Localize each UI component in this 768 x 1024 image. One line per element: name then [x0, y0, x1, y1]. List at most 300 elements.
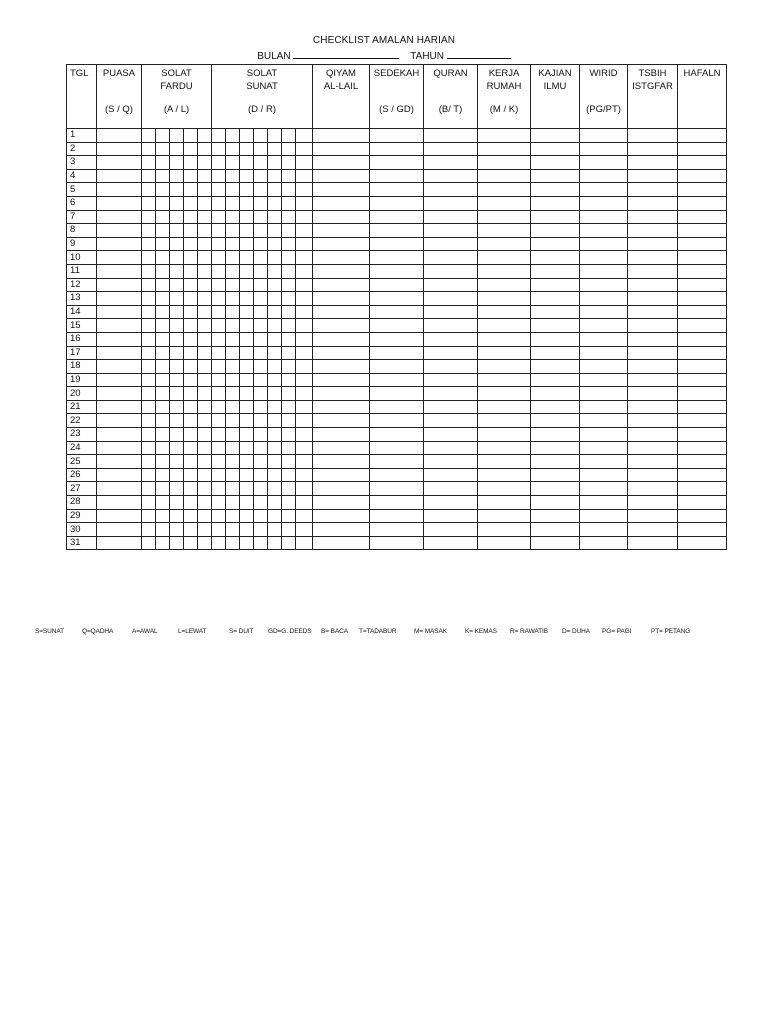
check-cell[interactable] — [628, 251, 678, 265]
check-cell[interactable] — [254, 536, 268, 550]
check-cell[interactable] — [254, 237, 268, 251]
check-cell[interactable] — [254, 292, 268, 306]
check-cell[interactable] — [212, 468, 226, 482]
check-cell[interactable] — [170, 536, 184, 550]
check-cell[interactable] — [240, 523, 254, 537]
check-cell[interactable] — [628, 305, 678, 319]
check-cell[interactable] — [313, 264, 370, 278]
check-cell[interactable] — [531, 509, 580, 523]
check-cell[interactable] — [282, 428, 296, 442]
check-cell[interactable] — [226, 264, 240, 278]
check-cell[interactable] — [580, 373, 628, 387]
check-cell[interactable] — [478, 305, 531, 319]
check-cell[interactable] — [97, 387, 142, 401]
check-cell[interactable] — [254, 264, 268, 278]
check-cell[interactable] — [142, 332, 156, 346]
check-cell[interactable] — [678, 414, 727, 428]
check-cell[interactable] — [198, 455, 212, 469]
check-cell[interactable] — [424, 183, 478, 197]
check-cell[interactable] — [198, 441, 212, 455]
check-cell[interactable] — [628, 373, 678, 387]
check-cell[interactable] — [628, 129, 678, 143]
check-cell[interactable] — [531, 400, 580, 414]
check-cell[interactable] — [184, 332, 198, 346]
check-cell[interactable] — [678, 360, 727, 374]
check-cell[interactable] — [478, 414, 531, 428]
check-cell[interactable] — [142, 400, 156, 414]
check-cell[interactable] — [268, 210, 282, 224]
check-cell[interactable] — [170, 319, 184, 333]
check-cell[interactable] — [370, 169, 424, 183]
check-cell[interactable] — [240, 196, 254, 210]
check-cell[interactable] — [254, 509, 268, 523]
check-cell[interactable] — [212, 346, 226, 360]
check-cell[interactable] — [478, 455, 531, 469]
check-cell[interactable] — [580, 264, 628, 278]
check-cell[interactable] — [296, 210, 313, 224]
check-cell[interactable] — [254, 346, 268, 360]
check-cell[interactable] — [580, 496, 628, 510]
check-cell[interactable] — [268, 455, 282, 469]
check-cell[interactable] — [254, 278, 268, 292]
check-cell[interactable] — [97, 183, 142, 197]
check-cell[interactable] — [678, 278, 727, 292]
check-cell[interactable] — [156, 523, 170, 537]
check-cell[interactable] — [254, 455, 268, 469]
check-cell[interactable] — [156, 264, 170, 278]
check-cell[interactable] — [156, 468, 170, 482]
check-cell[interactable] — [156, 292, 170, 306]
check-cell[interactable] — [531, 169, 580, 183]
check-cell[interactable] — [313, 224, 370, 238]
check-cell[interactable] — [531, 156, 580, 170]
check-cell[interactable] — [198, 142, 212, 156]
check-cell[interactable] — [268, 169, 282, 183]
check-cell[interactable] — [370, 360, 424, 374]
check-cell[interactable] — [226, 482, 240, 496]
check-cell[interactable] — [198, 536, 212, 550]
check-cell[interactable] — [240, 373, 254, 387]
check-cell[interactable] — [156, 224, 170, 238]
check-cell[interactable] — [254, 428, 268, 442]
check-cell[interactable] — [240, 414, 254, 428]
check-cell[interactable] — [226, 292, 240, 306]
check-cell[interactable] — [628, 360, 678, 374]
check-cell[interactable] — [212, 264, 226, 278]
check-cell[interactable] — [212, 414, 226, 428]
check-cell[interactable] — [170, 196, 184, 210]
check-cell[interactable] — [97, 536, 142, 550]
check-cell[interactable] — [184, 142, 198, 156]
check-cell[interactable] — [531, 441, 580, 455]
check-cell[interactable] — [478, 373, 531, 387]
check-cell[interactable] — [424, 373, 478, 387]
check-cell[interactable] — [424, 496, 478, 510]
check-cell[interactable] — [170, 482, 184, 496]
check-cell[interactable] — [226, 169, 240, 183]
check-cell[interactable] — [628, 169, 678, 183]
check-cell[interactable] — [370, 142, 424, 156]
check-cell[interactable] — [370, 455, 424, 469]
check-cell[interactable] — [170, 455, 184, 469]
check-cell[interactable] — [282, 360, 296, 374]
check-cell[interactable] — [184, 129, 198, 143]
check-cell[interactable] — [678, 305, 727, 319]
check-cell[interactable] — [254, 414, 268, 428]
check-cell[interactable] — [313, 319, 370, 333]
check-cell[interactable] — [478, 210, 531, 224]
check-cell[interactable] — [97, 332, 142, 346]
check-cell[interactable] — [370, 523, 424, 537]
check-cell[interactable] — [580, 509, 628, 523]
check-cell[interactable] — [97, 523, 142, 537]
check-cell[interactable] — [97, 414, 142, 428]
check-cell[interactable] — [184, 360, 198, 374]
check-cell[interactable] — [240, 360, 254, 374]
check-cell[interactable] — [678, 237, 727, 251]
check-cell[interactable] — [226, 509, 240, 523]
check-cell[interactable] — [184, 414, 198, 428]
check-cell[interactable] — [170, 346, 184, 360]
check-cell[interactable] — [313, 142, 370, 156]
check-cell[interactable] — [198, 169, 212, 183]
check-cell[interactable] — [198, 509, 212, 523]
check-cell[interactable] — [156, 332, 170, 346]
check-cell[interactable] — [156, 441, 170, 455]
check-cell[interactable] — [296, 264, 313, 278]
check-cell[interactable] — [370, 373, 424, 387]
check-cell[interactable] — [678, 441, 727, 455]
check-cell[interactable] — [282, 169, 296, 183]
check-cell[interactable] — [313, 210, 370, 224]
check-cell[interactable] — [198, 305, 212, 319]
check-cell[interactable] — [628, 278, 678, 292]
check-cell[interactable] — [170, 224, 184, 238]
check-cell[interactable] — [580, 169, 628, 183]
check-cell[interactable] — [198, 428, 212, 442]
check-cell[interactable] — [240, 455, 254, 469]
check-cell[interactable] — [678, 387, 727, 401]
check-cell[interactable] — [198, 346, 212, 360]
check-cell[interactable] — [424, 400, 478, 414]
check-cell[interactable] — [628, 224, 678, 238]
check-cell[interactable] — [313, 523, 370, 537]
check-cell[interactable] — [268, 387, 282, 401]
check-cell[interactable] — [156, 387, 170, 401]
check-cell[interactable] — [170, 387, 184, 401]
check-cell[interactable] — [212, 129, 226, 143]
check-cell[interactable] — [313, 373, 370, 387]
check-cell[interactable] — [268, 468, 282, 482]
check-cell[interactable] — [254, 224, 268, 238]
check-cell[interactable] — [268, 346, 282, 360]
check-cell[interactable] — [254, 142, 268, 156]
check-cell[interactable] — [268, 264, 282, 278]
check-cell[interactable] — [478, 224, 531, 238]
check-cell[interactable] — [212, 428, 226, 442]
check-cell[interactable] — [282, 414, 296, 428]
check-cell[interactable] — [628, 509, 678, 523]
check-cell[interactable] — [282, 237, 296, 251]
check-cell[interactable] — [282, 142, 296, 156]
check-cell[interactable] — [296, 536, 313, 550]
check-cell[interactable] — [226, 523, 240, 537]
check-cell[interactable] — [184, 196, 198, 210]
check-cell[interactable] — [370, 156, 424, 170]
check-cell[interactable] — [240, 332, 254, 346]
check-cell[interactable] — [531, 360, 580, 374]
check-cell[interactable] — [531, 468, 580, 482]
check-cell[interactable] — [478, 142, 531, 156]
check-cell[interactable] — [198, 360, 212, 374]
check-cell[interactable] — [142, 346, 156, 360]
check-cell[interactable] — [268, 196, 282, 210]
check-cell[interactable] — [313, 482, 370, 496]
check-cell[interactable] — [198, 237, 212, 251]
check-cell[interactable] — [142, 183, 156, 197]
check-cell[interactable] — [184, 251, 198, 265]
check-cell[interactable] — [240, 509, 254, 523]
check-cell[interactable] — [296, 509, 313, 523]
check-cell[interactable] — [296, 196, 313, 210]
check-cell[interactable] — [370, 305, 424, 319]
check-cell[interactable] — [142, 536, 156, 550]
check-cell[interactable] — [370, 292, 424, 306]
check-cell[interactable] — [156, 482, 170, 496]
check-cell[interactable] — [628, 196, 678, 210]
check-cell[interactable] — [198, 387, 212, 401]
check-cell[interactable] — [313, 251, 370, 265]
check-cell[interactable] — [531, 428, 580, 442]
check-cell[interactable] — [478, 292, 531, 306]
check-cell[interactable] — [184, 482, 198, 496]
check-cell[interactable] — [156, 428, 170, 442]
check-cell[interactable] — [678, 196, 727, 210]
check-cell[interactable] — [254, 387, 268, 401]
check-cell[interactable] — [97, 129, 142, 143]
check-cell[interactable] — [268, 129, 282, 143]
check-cell[interactable] — [184, 536, 198, 550]
check-cell[interactable] — [254, 210, 268, 224]
check-cell[interactable] — [212, 455, 226, 469]
check-cell[interactable] — [268, 509, 282, 523]
check-cell[interactable] — [142, 129, 156, 143]
check-cell[interactable] — [531, 373, 580, 387]
check-cell[interactable] — [240, 264, 254, 278]
check-cell[interactable] — [212, 373, 226, 387]
check-cell[interactable] — [156, 251, 170, 265]
check-cell[interactable] — [580, 482, 628, 496]
check-cell[interactable] — [170, 210, 184, 224]
check-cell[interactable] — [226, 468, 240, 482]
check-cell[interactable] — [226, 196, 240, 210]
check-cell[interactable] — [268, 373, 282, 387]
check-cell[interactable] — [282, 496, 296, 510]
check-cell[interactable] — [198, 523, 212, 537]
check-cell[interactable] — [97, 264, 142, 278]
check-cell[interactable] — [531, 414, 580, 428]
check-cell[interactable] — [296, 387, 313, 401]
check-cell[interactable] — [268, 428, 282, 442]
check-cell[interactable] — [142, 509, 156, 523]
check-cell[interactable] — [282, 346, 296, 360]
check-cell[interactable] — [142, 169, 156, 183]
check-cell[interactable] — [678, 523, 727, 537]
check-cell[interactable] — [226, 278, 240, 292]
check-cell[interactable] — [212, 523, 226, 537]
check-cell[interactable] — [170, 332, 184, 346]
check-cell[interactable] — [531, 305, 580, 319]
check-cell[interactable] — [370, 278, 424, 292]
check-cell[interactable] — [142, 360, 156, 374]
check-cell[interactable] — [313, 305, 370, 319]
check-cell[interactable] — [424, 156, 478, 170]
check-cell[interactable] — [254, 156, 268, 170]
check-cell[interactable] — [254, 196, 268, 210]
check-cell[interactable] — [282, 373, 296, 387]
check-cell[interactable] — [97, 278, 142, 292]
check-cell[interactable] — [678, 251, 727, 265]
check-cell[interactable] — [184, 441, 198, 455]
check-cell[interactable] — [296, 373, 313, 387]
check-cell[interactable] — [580, 360, 628, 374]
check-cell[interactable] — [170, 237, 184, 251]
check-cell[interactable] — [628, 387, 678, 401]
check-cell[interactable] — [212, 360, 226, 374]
check-cell[interactable] — [628, 496, 678, 510]
check-cell[interactable] — [226, 455, 240, 469]
check-cell[interactable] — [97, 196, 142, 210]
check-cell[interactable] — [97, 509, 142, 523]
check-cell[interactable] — [156, 210, 170, 224]
check-cell[interactable] — [678, 373, 727, 387]
check-cell[interactable] — [97, 455, 142, 469]
check-cell[interactable] — [531, 264, 580, 278]
check-cell[interactable] — [424, 455, 478, 469]
check-cell[interactable] — [198, 251, 212, 265]
check-cell[interactable] — [531, 224, 580, 238]
check-cell[interactable] — [97, 156, 142, 170]
check-cell[interactable] — [282, 251, 296, 265]
check-cell[interactable] — [226, 400, 240, 414]
check-cell[interactable] — [424, 319, 478, 333]
check-cell[interactable] — [156, 509, 170, 523]
check-cell[interactable] — [142, 468, 156, 482]
check-cell[interactable] — [170, 169, 184, 183]
check-cell[interactable] — [424, 468, 478, 482]
check-cell[interactable] — [254, 305, 268, 319]
check-cell[interactable] — [478, 278, 531, 292]
check-cell[interactable] — [142, 237, 156, 251]
check-cell[interactable] — [240, 129, 254, 143]
check-cell[interactable] — [370, 196, 424, 210]
check-cell[interactable] — [226, 156, 240, 170]
check-cell[interactable] — [282, 210, 296, 224]
check-cell[interactable] — [282, 387, 296, 401]
check-cell[interactable] — [184, 400, 198, 414]
check-cell[interactable] — [580, 536, 628, 550]
check-cell[interactable] — [226, 373, 240, 387]
check-cell[interactable] — [254, 360, 268, 374]
check-cell[interactable] — [531, 129, 580, 143]
check-cell[interactable] — [226, 319, 240, 333]
check-cell[interactable] — [370, 400, 424, 414]
check-cell[interactable] — [678, 400, 727, 414]
check-cell[interactable] — [97, 482, 142, 496]
check-cell[interactable] — [313, 237, 370, 251]
check-cell[interactable] — [478, 523, 531, 537]
check-cell[interactable] — [198, 196, 212, 210]
check-cell[interactable] — [170, 373, 184, 387]
check-cell[interactable] — [424, 428, 478, 442]
check-cell[interactable] — [296, 319, 313, 333]
check-cell[interactable] — [628, 210, 678, 224]
check-cell[interactable] — [184, 319, 198, 333]
check-cell[interactable] — [580, 210, 628, 224]
check-cell[interactable] — [424, 509, 478, 523]
check-cell[interactable] — [97, 292, 142, 306]
check-cell[interactable] — [268, 536, 282, 550]
check-cell[interactable] — [531, 332, 580, 346]
check-cell[interactable] — [580, 468, 628, 482]
check-cell[interactable] — [478, 441, 531, 455]
check-cell[interactable] — [268, 305, 282, 319]
check-cell[interactable] — [370, 264, 424, 278]
check-cell[interactable] — [628, 142, 678, 156]
check-cell[interactable] — [678, 156, 727, 170]
check-cell[interactable] — [97, 346, 142, 360]
check-cell[interactable] — [198, 468, 212, 482]
check-cell[interactable] — [240, 441, 254, 455]
check-cell[interactable] — [184, 509, 198, 523]
check-cell[interactable] — [156, 278, 170, 292]
check-cell[interactable] — [282, 400, 296, 414]
check-cell[interactable] — [313, 346, 370, 360]
check-cell[interactable] — [531, 196, 580, 210]
check-cell[interactable] — [226, 428, 240, 442]
check-cell[interactable] — [370, 237, 424, 251]
check-cell[interactable] — [628, 264, 678, 278]
check-cell[interactable] — [198, 482, 212, 496]
check-cell[interactable] — [184, 455, 198, 469]
check-cell[interactable] — [370, 129, 424, 143]
check-cell[interactable] — [296, 332, 313, 346]
check-cell[interactable] — [240, 224, 254, 238]
check-cell[interactable] — [156, 496, 170, 510]
check-cell[interactable] — [212, 305, 226, 319]
check-cell[interactable] — [370, 482, 424, 496]
check-cell[interactable] — [282, 278, 296, 292]
check-cell[interactable] — [198, 292, 212, 306]
check-cell[interactable] — [97, 428, 142, 442]
check-cell[interactable] — [268, 319, 282, 333]
check-cell[interactable] — [678, 536, 727, 550]
check-cell[interactable] — [184, 373, 198, 387]
check-cell[interactable] — [240, 237, 254, 251]
check-cell[interactable] — [678, 455, 727, 469]
check-cell[interactable] — [678, 332, 727, 346]
check-cell[interactable] — [254, 441, 268, 455]
check-cell[interactable] — [240, 536, 254, 550]
check-cell[interactable] — [313, 183, 370, 197]
check-cell[interactable] — [142, 482, 156, 496]
check-cell[interactable] — [170, 156, 184, 170]
check-cell[interactable] — [156, 237, 170, 251]
check-cell[interactable] — [282, 292, 296, 306]
check-cell[interactable] — [184, 224, 198, 238]
check-cell[interactable] — [142, 373, 156, 387]
check-cell[interactable] — [170, 142, 184, 156]
